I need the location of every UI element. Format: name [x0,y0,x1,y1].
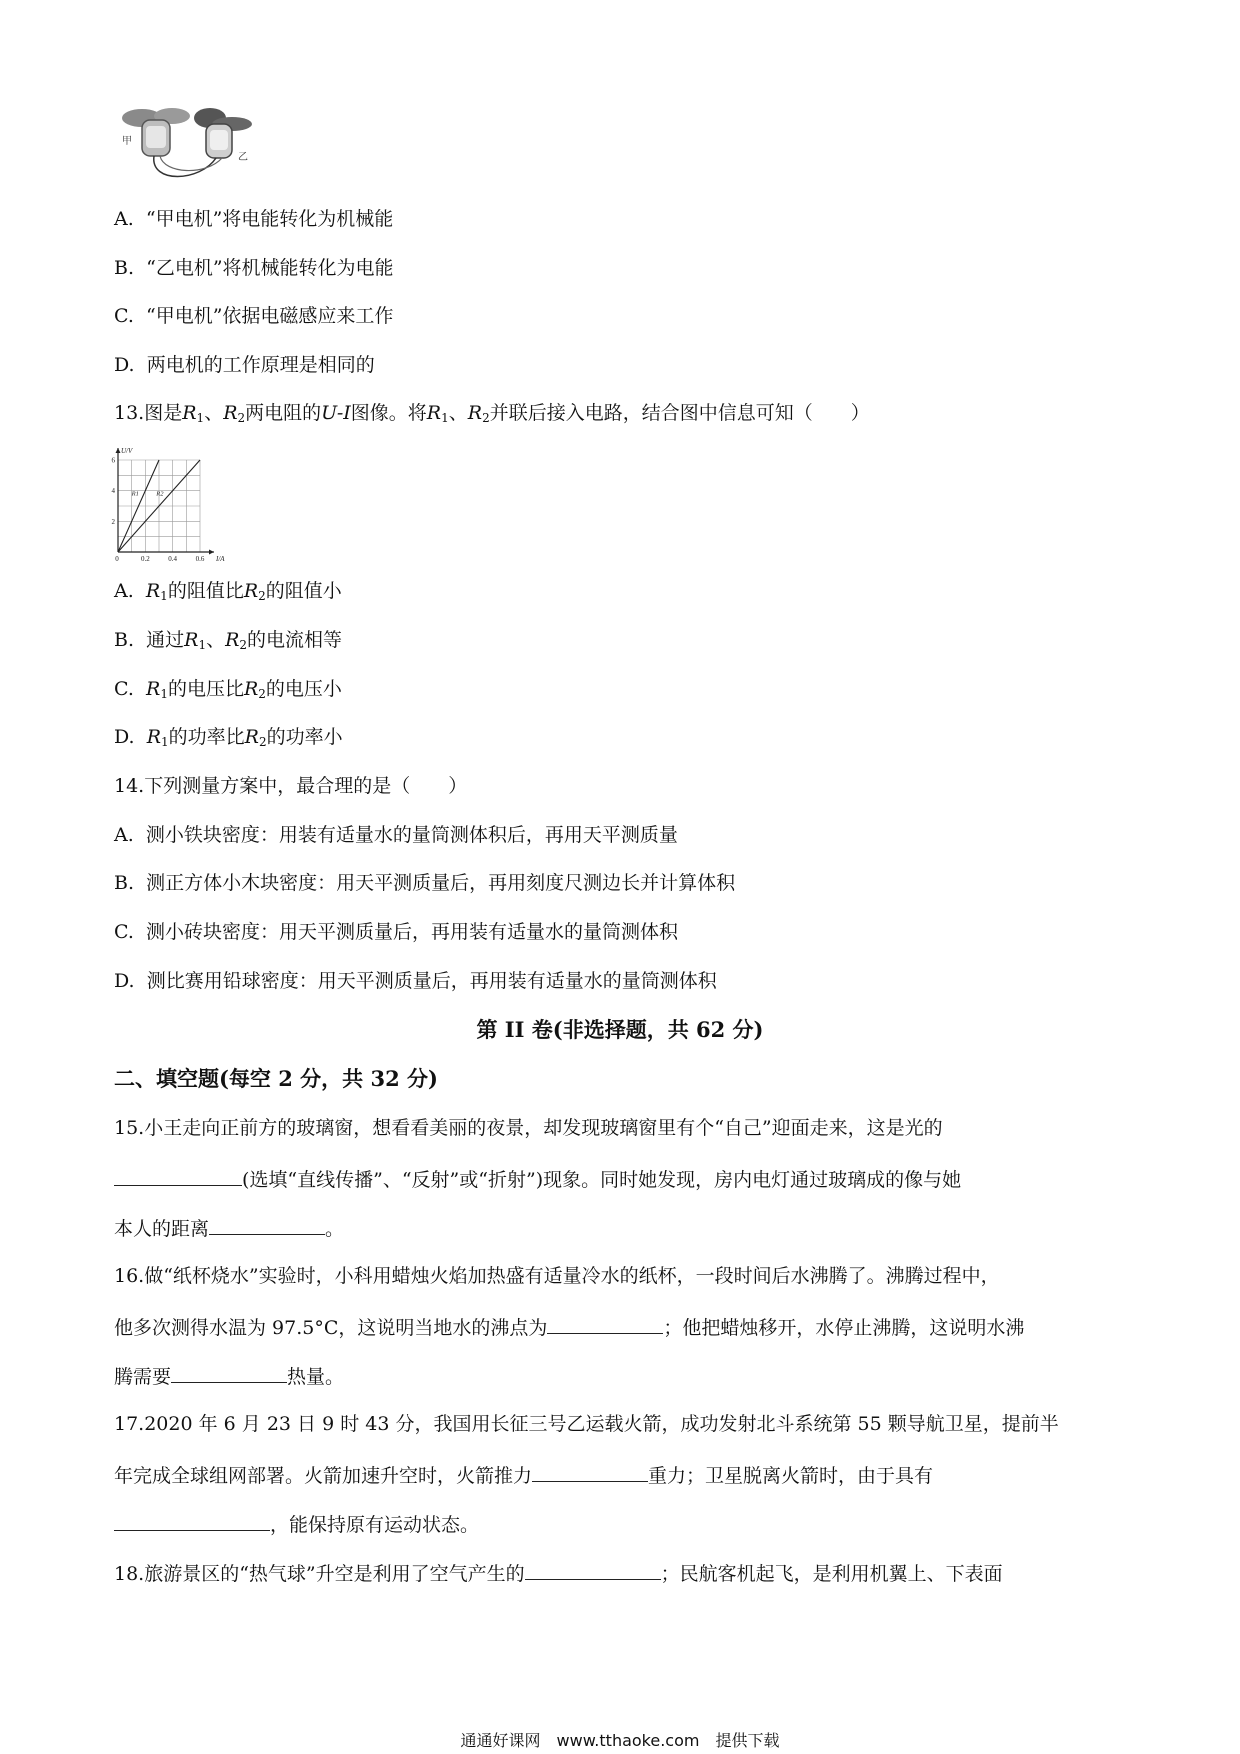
q14-option-a: A. 测小铁块密度：用装有适量水的量筒测体积后，再用天平测质量 [114,824,678,846]
chart-labels [112,447,226,563]
x-tick-label: 0.4 [168,555,178,563]
connecting-wire [154,156,216,177]
label-yi: 乙 [238,152,248,163]
q12-option-b: B. “乙电机”将机械能转化为电能 [114,257,394,279]
y-axis-arrow [116,448,121,453]
part2-title: 第 II 卷(非选择题，共 62 分) [476,1017,764,1042]
q14-option-d: D. 测比赛用铅球密度：用天平测质量后，再用装有适量水的量筒测体积 [114,970,717,992]
motor-figure [120,104,270,186]
y-tick-label: 2 [111,517,115,526]
q14-option-c: C. 测小砖块密度：用天平测质量后，再用装有适量水的量筒测体积 [114,921,679,943]
q13-stem: 13.图是$R_1$、$R_2$两电阻的U-I图像。将$R_1$、$R_2$并联后接入电路，结合图中信息可知（ ） [114,402,870,425]
x-axis-label: I/A [216,555,225,563]
y-axis-label: U/V [121,447,133,455]
section2-title: 二、填空题(每空 2 分，共 32 分) [114,1066,438,1091]
series-label-r2: R2 [156,490,164,498]
ui-chart [112,444,248,562]
q15-line3: 本人的距离 。 [114,1214,344,1242]
x-tick-label: 0.2 [140,555,150,563]
q16-line1: 16.做“纸杯烧水”实验时，小科用蜡烛火焰加热盛有适量冷水的纸杯，一段时间后水沸腾了。沸腾过程中， [114,1265,1000,1287]
q18-line1: 18.旅游景区的“热气球”升空是利用了空气产生的 ；民航客机起飞，是利用机翼上、下表面 [114,1559,1003,1587]
q16-line2: 他多次测得水温为 97.5°C，这说明当地水的沸点为 ；他把蜡烛移开，水停止沸腾，这说明水沸 [114,1313,1024,1341]
motor-jia [122,108,190,156]
q16-blank-2[interactable] [171,1362,287,1383]
q14-stem: 14.下列测量方案中，最合理的是（ ） [114,775,468,797]
y-tick-label: 4 [111,487,115,496]
q17-blank-1[interactable] [532,1461,648,1482]
origin-label: 0 [115,555,119,563]
q17-line2: 年完成全球组网部署。火箭加速升空时，火箭推力 重力；卫星脱离火箭时，由于具有 [114,1461,933,1489]
q17-line3: ，能保持原有运动状态。 [114,1510,479,1538]
motor-yi [194,108,252,158]
q14-option-b: B. 测正方体小木块密度：用天平测质量后，再用刻度尺测边长并计算体积 [114,872,736,894]
q15-line2: (选填“直线传播”、“反射”或“折射”)现象。同时她发现，房内电灯通过玻璃成的像与她 [114,1165,961,1193]
label-jia: 甲 [122,136,132,147]
footer: 通通好课网 www.tthaoke.com 提供下载 [460,1731,780,1750]
q12-option-a: A. “甲电机”将电能转化为机械能 [114,208,394,230]
q13-option-c: C. $R_1$的电压比$R_2$的电压小 [114,678,342,701]
q13-option-d: D. $R_1$的功率比$R_2$的功率小 [114,726,343,749]
q15-blank-1[interactable] [114,1165,242,1186]
q15-line1: 15.小王走向正前方的玻璃窗，想看看美丽的夜景，却发现玻璃窗里有个“自己”迎面走来，这是光的 [114,1117,943,1139]
y-tick-label: 6 [111,456,115,465]
q16-line3: 腾需要 热量。 [114,1362,344,1390]
series-label-r1: R1 [131,490,139,498]
x-axis-arrow [209,550,214,555]
x-tick-label: 0.6 [195,555,205,563]
q12-option-c: C. “甲电机”依据电磁感应来工作 [114,305,394,327]
q13-option-a: A. $R_1$的阻值比$R_2$的阻值小 [114,580,342,603]
q17-blank-2[interactable] [114,1510,270,1531]
q12-option-d: D. 两电机的工作原理是相同的 [114,354,375,376]
q18-blank-1[interactable] [525,1559,661,1580]
q17-line1: 17.2020 年 6 月 23 日 9 时 43 分，我国用长征三号乙运载火箭，成功发射北斗系统第 55 颗导航卫星，提前半 [114,1413,1059,1435]
q16-blank-1[interactable] [547,1313,663,1334]
q15-blank-2[interactable] [209,1214,325,1235]
q13-option-b: B. 通过$R_1$、$R_2$的电流相等 [114,629,343,652]
